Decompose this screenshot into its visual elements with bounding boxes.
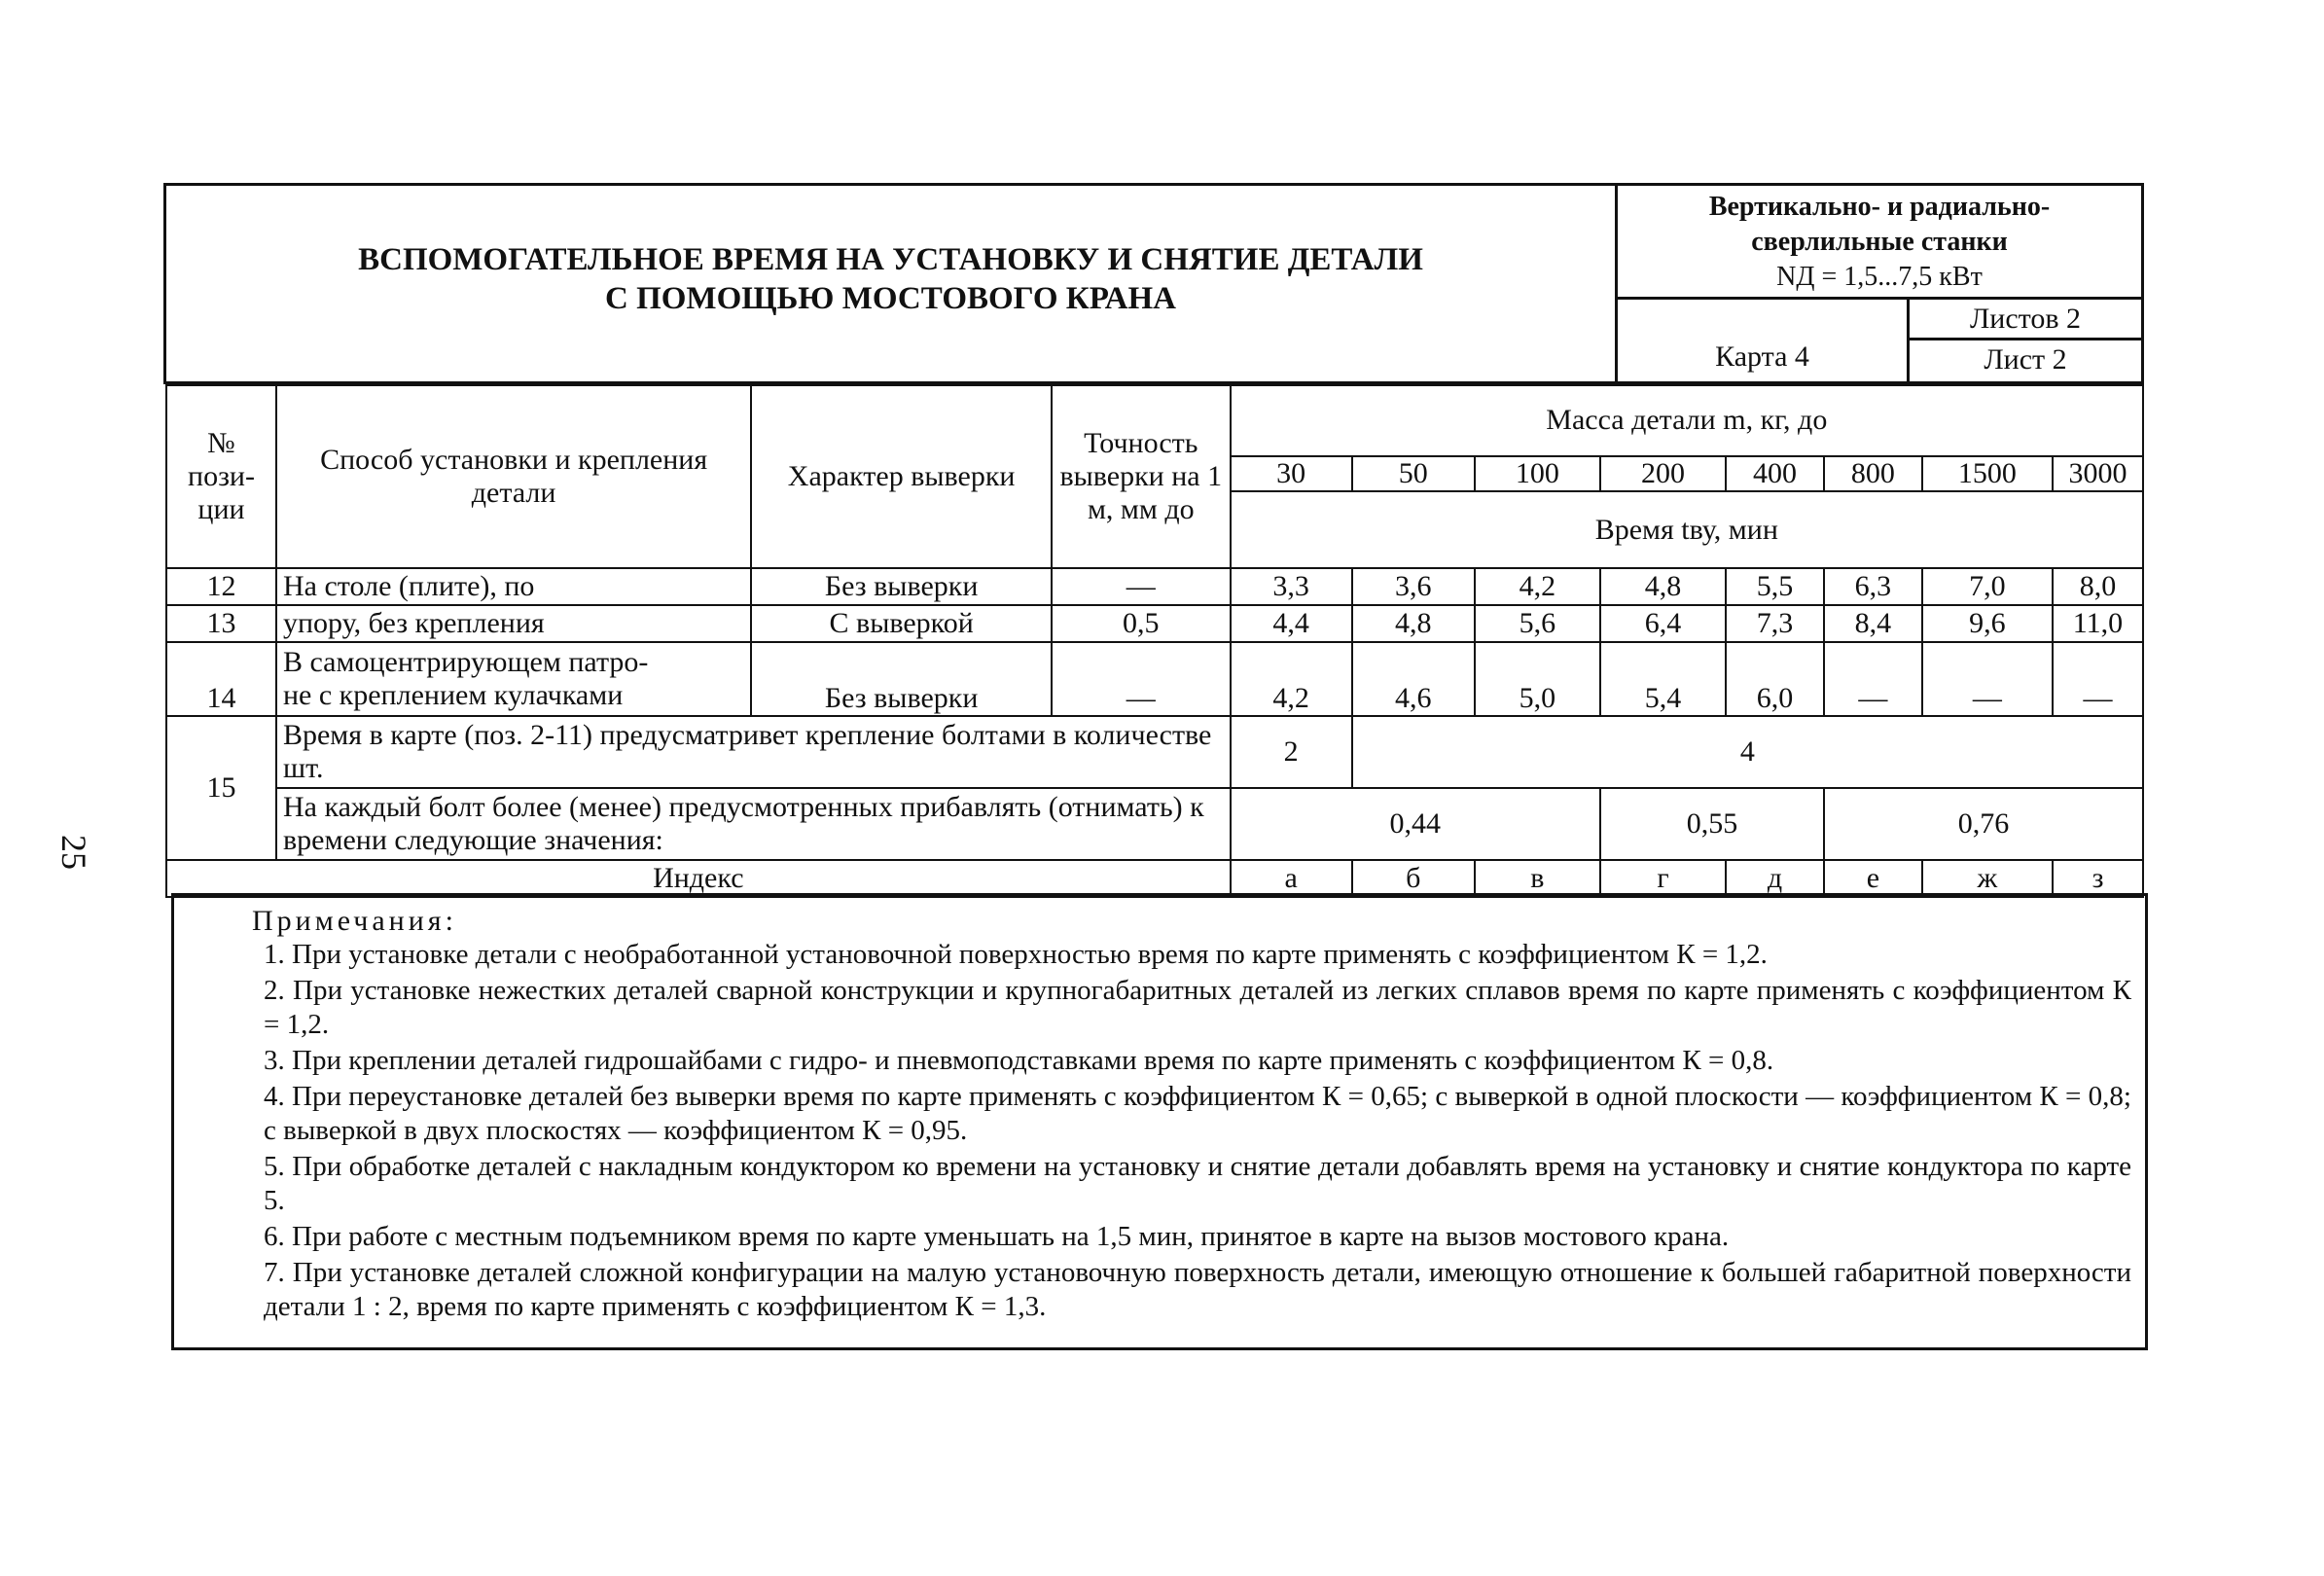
value-cell: 4,8	[1600, 568, 1726, 605]
value-cell: 8,0	[2053, 568, 2143, 605]
page-number: 25	[54, 835, 93, 870]
mass-cell: 800	[1824, 456, 1922, 491]
bolt-adjust-c: 0,76	[1824, 788, 2143, 860]
row-accuracy: 0,5	[1052, 605, 1231, 642]
header-character: Характер выверки	[751, 385, 1052, 568]
header-method: Способ установки и крепления детали	[276, 385, 751, 568]
mass-cell: 3000	[2053, 456, 2143, 491]
row-method: упору, без крепления	[276, 605, 751, 642]
title-line-1: ВСПОМОГАТЕЛЬНОЕ ВРЕМЯ НА УСТАНОВКУ И СНЯТИЕ ДЕТАЛИ	[358, 241, 1423, 277]
bolts-count-b: 4	[1352, 716, 2143, 788]
value-cell: —	[1824, 642, 1922, 716]
table-row	[166, 568, 2143, 605]
index-cell: е	[1824, 860, 1922, 897]
value-cell: —	[2053, 642, 2143, 716]
row-character: С выверкой	[751, 605, 1052, 642]
note-item: 7. При установке деталей сложной конфигурации на малую установочную поверхность детали, имеющую отношение к большей габаритной поверхности детали 1 : 2, время по карте применять с коэффициентом К = 1,3.	[264, 1257, 2131, 1322]
index-cell: д	[1726, 860, 1824, 897]
value-cell: 6,4	[1600, 605, 1726, 642]
note-item: 3. При креплении деталей гидрошайбами с гидро- и пневмоподставками время по карте применять с коэффициентом К = 0,8.	[264, 1045, 1774, 1076]
mass-cell: 400	[1726, 456, 1824, 491]
note-item: 1. При установке детали с необработанной установочной поверхностью время по карте применять с коэффициентом К = 1,2.	[264, 939, 1768, 970]
note-item: 6. При работе с местным подъемником время по карте уменьшать на 1,5 мин, принятое в карте на вызов мостового крана.	[264, 1221, 1730, 1252]
index-label: Индекс	[166, 860, 1231, 897]
bolts-count-a: 2	[1231, 716, 1352, 788]
sheet-number: Лист 2	[1984, 343, 2067, 376]
table-row	[166, 788, 2143, 860]
note-item: 2. При установке нежестких деталей сварной конструкции и крупногабаритных деталей из легких сплавов время по карте применять с коэффициентом К = 1,2.	[264, 975, 2131, 1040]
value-cell: 7,3	[1726, 605, 1824, 642]
bolt-adjust-a: 0,44	[1231, 788, 1600, 860]
mass-cell: 50	[1352, 456, 1475, 491]
index-cell: з	[2053, 860, 2143, 897]
value-cell: 6,0	[1726, 642, 1824, 716]
value-cell: 11,0	[2053, 605, 2143, 642]
index-cell: а	[1231, 860, 1352, 897]
header-time: Время tву, мин	[1231, 491, 2143, 568]
index-cell: г	[1600, 860, 1726, 897]
card-number: Карта 4	[1618, 300, 1910, 381]
row-character: Без выверки	[751, 642, 1052, 716]
value-cell: 4,8	[1352, 605, 1475, 642]
table-row	[166, 605, 2143, 642]
value-cell: 4,6	[1352, 642, 1475, 716]
mass-cell: 200	[1600, 456, 1726, 491]
header-accuracy: Точность выверки на 1 м, мм до	[1052, 385, 1231, 568]
document-title	[166, 186, 1618, 381]
bolt-adjust-b: 0,55	[1600, 788, 1824, 860]
index-cell: в	[1475, 860, 1600, 897]
value-cell: 5,0	[1475, 642, 1600, 716]
value-cell: 6,3	[1824, 568, 1922, 605]
row-method	[276, 642, 751, 716]
bolts-text: Время в карте (поз. 2-11) предусматривет крепление болтами в количестве шт.	[276, 716, 1231, 788]
row-num: 12	[166, 568, 276, 605]
index-row	[166, 860, 2143, 897]
value-cell: 5,6	[1475, 605, 1600, 642]
value-cell: 5,4	[1600, 642, 1726, 716]
value-cell: 7,0	[1922, 568, 2053, 605]
machine-type	[1618, 186, 2141, 300]
document-header	[163, 183, 2144, 384]
row-num: 15	[166, 716, 276, 860]
title-line-2: С ПОМОЩЬЮ МОСТОВОГО КРАНА	[605, 280, 1176, 316]
bolt-adjust-text: На каждый болт более (менее) предусмотренных прибавлять (отнимать) к времени следующие значения:	[276, 788, 1231, 860]
mass-cell: 100	[1475, 456, 1600, 491]
value-cell: 8,4	[1824, 605, 1922, 642]
row-num: 14	[166, 642, 276, 716]
machine-power: NД = 1,5...7,5 кВт	[1776, 262, 1983, 292]
notes-section	[171, 893, 2148, 1350]
time-table	[165, 384, 2144, 898]
value-cell: 9,6	[1922, 605, 2053, 642]
mass-cell: 1500	[1922, 456, 2053, 491]
header-mass: Масса детали m, кг, до	[1231, 385, 2143, 456]
table-row	[166, 642, 2143, 716]
value-cell: 3,6	[1352, 568, 1475, 605]
value-cell: 5,5	[1726, 568, 1824, 605]
note-item: 4. При переустановке деталей без выверки время по карте применять с коэффициентом К = 0,65; с выверкой в одной плоскости — коэффициентом К = 0,8; с выверкой в двух плоскостях — коэффициентом К = 0,95.	[264, 1081, 2131, 1146]
value-cell: 4,4	[1231, 605, 1352, 642]
machine-line-1: Вертикально- и радиально-	[1708, 192, 2051, 222]
row-num: 13	[166, 605, 276, 642]
value-cell: —	[1922, 642, 2053, 716]
row-method: На столе (плите), по	[276, 568, 751, 605]
table-row	[166, 716, 2143, 788]
row-accuracy: —	[1052, 568, 1231, 605]
notes-title: Примечания:	[252, 905, 457, 937]
header-num: № пози-ции	[166, 385, 276, 568]
value-cell: 3,3	[1231, 568, 1352, 605]
row-accuracy: —	[1052, 642, 1231, 716]
mass-cell: 30	[1231, 456, 1352, 491]
machine-line-2: сверлильные станки	[1751, 227, 2008, 257]
sheets-total: Листов 2	[1910, 300, 2141, 340]
row-method-line-2: не с креплением кулачками	[282, 679, 624, 711]
note-item: 5. При обработке деталей с накладным кондуктором ко времени на установку и снятие детали добавлять время на установку и снятие кондуктора по карте 5.	[264, 1151, 2131, 1216]
index-cell: б	[1352, 860, 1475, 897]
value-cell: 4,2	[1475, 568, 1600, 605]
index-cell: ж	[1922, 860, 2053, 897]
row-method-line-1: В самоцентрирующем патро-	[282, 646, 649, 678]
row-character: Без выверки	[751, 568, 1052, 605]
value-cell: 4,2	[1231, 642, 1352, 716]
